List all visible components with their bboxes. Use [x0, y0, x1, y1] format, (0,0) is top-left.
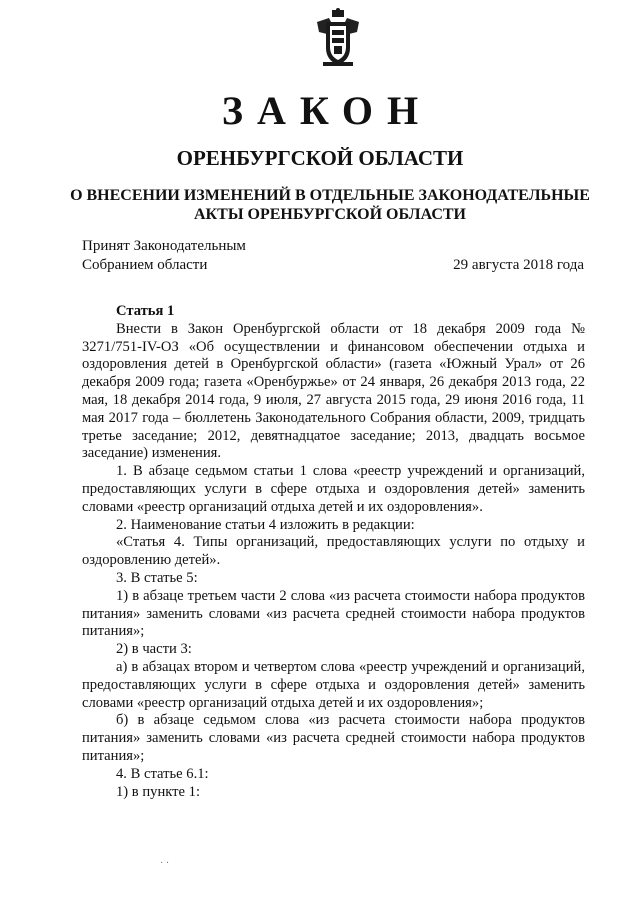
scan-mark: · ·: [160, 858, 170, 869]
article-paragraph: а) в абзацах втором и четвертом слова «реестр учреждений и организаций, предоставляющих услуги в сфере отдыха и оздоровления детей» заменить словами «реестр организаций отдыха детей и их оздоровления»;: [82, 658, 585, 711]
article-paragraph: 2) в части 3:: [116, 641, 192, 658]
article-paragraph: 4. В статье 6.1:: [116, 765, 209, 782]
subject-line: О ВНЕСЕНИИ ИЗМЕНЕНИЙ В ОТДЕЛЬНЫЕ ЗАКОНОДАТЕЛЬНЫЕ: [70, 187, 590, 204]
subject-line: АКТЫ ОРЕНБУРГСКОЙ ОБЛАСТИ: [194, 206, 466, 223]
adoption-block: [82, 237, 246, 275]
article-paragraph: 3. В статье 5:: [116, 569, 198, 586]
law-title: ЗАКОН: [221, 88, 433, 133]
article-paragraph: 1. В абзаце седьмом статьи 1 слова «реестр учреждений и организаций, предоставляющих услуги в сфере отдыха и оздоровления детей» заменить словами «реестр организаций отдыха детей и их оздоровления».: [82, 463, 585, 515]
coat-of-arms-icon: [313, 8, 363, 68]
article-paragraph: 1) в абзаце третьем части 2 слова «из расчета стоимости набора продуктов питания» заменить словами «из расчета средней стоимости набора продуктов питания»;: [82, 587, 585, 640]
region-title: ОРЕНБУРГСКОЙ ОБЛАСТИ: [176, 146, 464, 170]
adoption-line: Принят Законодательным: [82, 238, 246, 254]
article-paragraph: б) в абзаце седьмом слова «из расчета стоимости набора продуктов питания» заменить словами «из расчета средней стоимости набора продуктов питания»;: [82, 712, 585, 764]
adoption-date: 29 августа 2018 года: [453, 257, 584, 273]
article-paragraph: «Статья 4. Типы организаций, предоставляющих услуги по отдыху и оздоровлению детей».: [82, 534, 585, 569]
article-paragraph: Внести в Закон Оренбургской области от 18 декабря 2009 года № 3271/751-IV-ОЗ «Об осуществлении и финансовом обеспечении отдыха и оздоровления детей в Оренбургской области» (газета «Южный Урал» от 26 декабря 2009 года; газета «Оренбуржье» от 24 января, 26 декабря 2013 года, 22 мая, 18 декабря 2014 года, 9 июля, 27 августа 2015 года, 29 июня 2016 года, 11 мая 2017 года – бюллетень Законодательного Собрания области, 2009, тридцать третье заседание; 2012, девятнадцатое заседание; 2013, двадцать восьмое заседание) изменения.: [82, 320, 585, 462]
article-1: [82, 303, 585, 801]
article-heading: Статья 1: [116, 303, 175, 319]
article-paragraph: 1) в пункте 1:: [116, 783, 201, 800]
adoption-line: Собранием области: [82, 257, 208, 273]
law-subject: [60, 186, 600, 224]
article-paragraph: 2. Наименование статьи 4 изложить в редакции:: [116, 516, 415, 533]
